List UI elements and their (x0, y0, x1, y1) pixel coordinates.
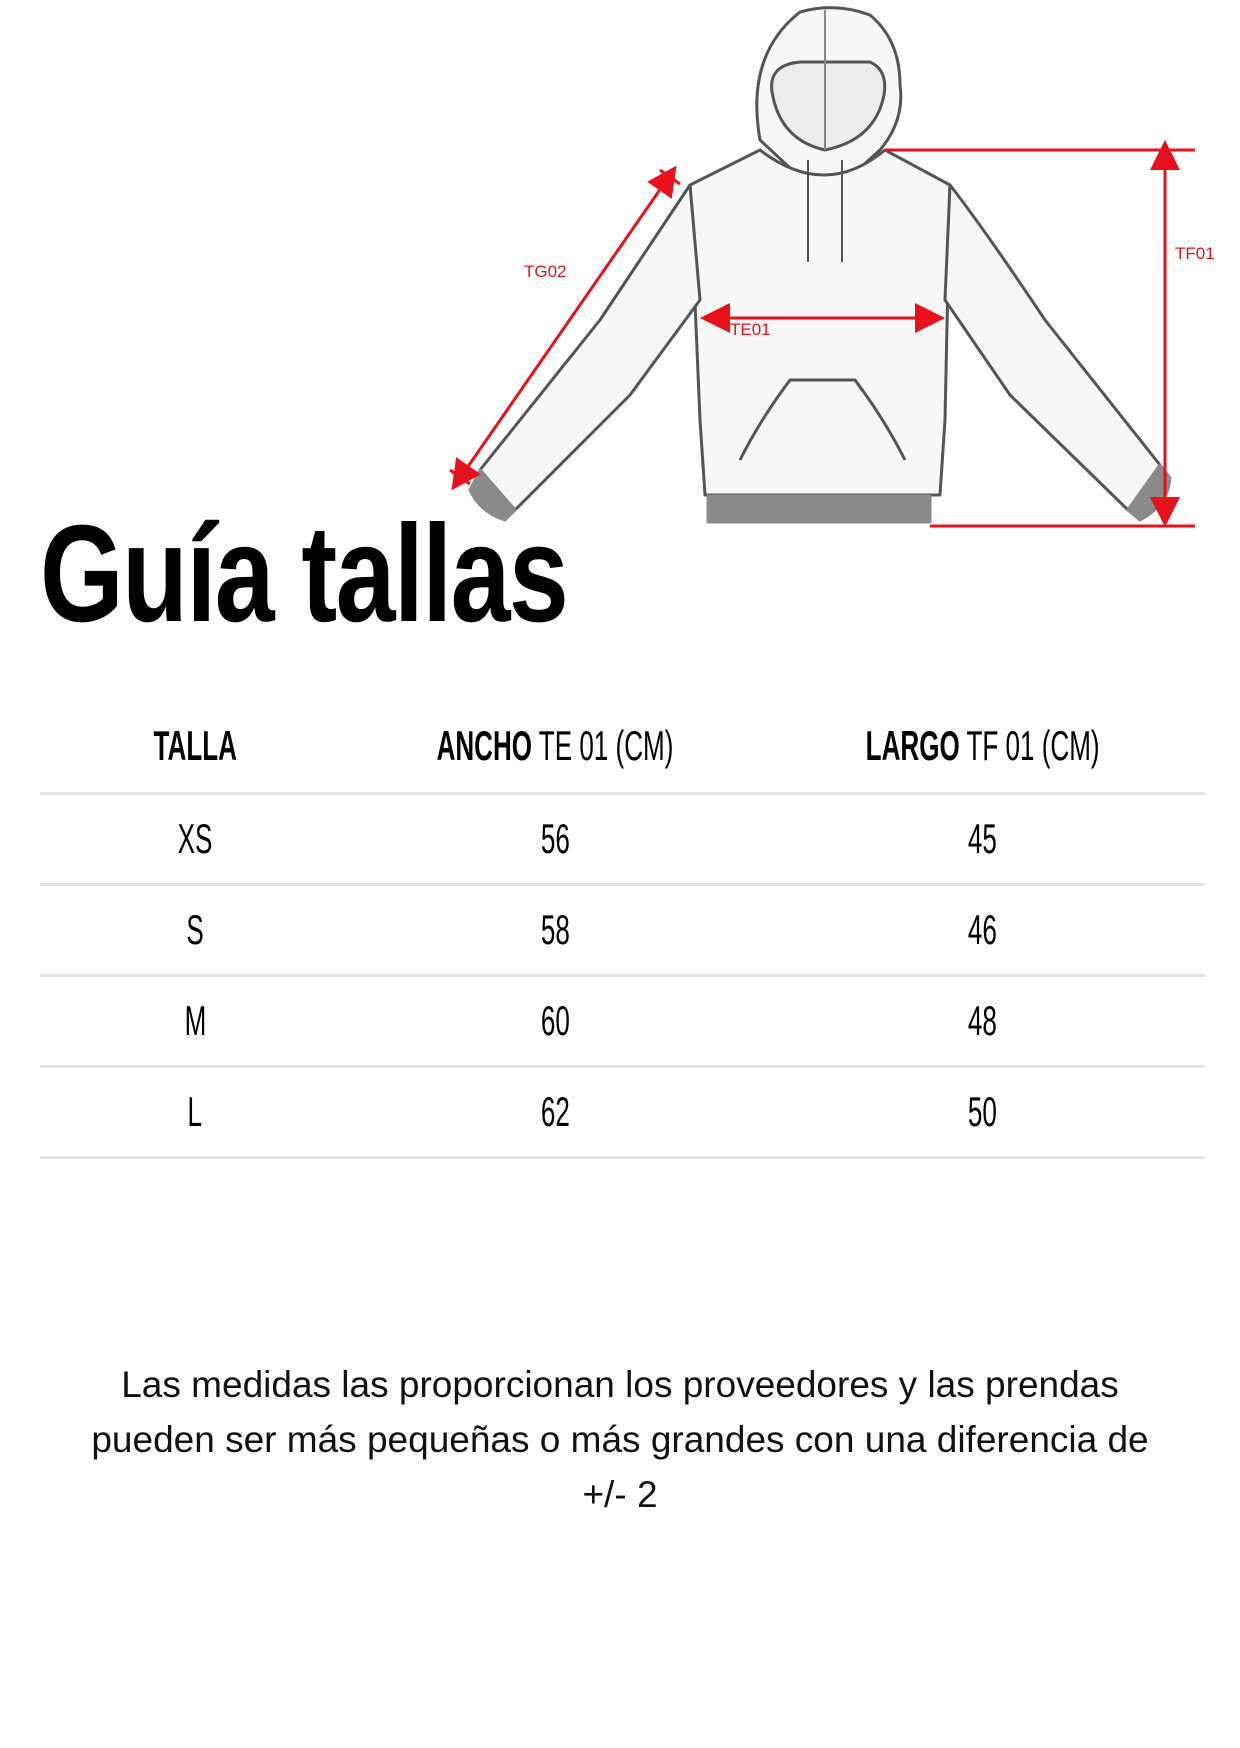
length-cell: 46 (968, 906, 997, 953)
disclaimer-note (0, 1357, 1240, 1522)
label-width: TE01 (730, 320, 771, 339)
page-title: Guía tallas (40, 497, 568, 651)
note-line: +/- 2 (582, 1474, 658, 1515)
label-sleeve: TG02 (524, 262, 567, 281)
width-cell: 60 (540, 997, 570, 1044)
size-cell: M (184, 997, 206, 1044)
width-cell: 58 (540, 906, 570, 953)
table-row (40, 1068, 1205, 1159)
header-talla: TALLA (153, 722, 237, 769)
hoodie-illustration (470, 8, 1170, 522)
size-cell: XS (177, 815, 213, 862)
length-cell: 45 (968, 815, 997, 862)
table-row (40, 886, 1205, 977)
width-cell: 56 (540, 815, 570, 862)
size-table (40, 700, 1205, 1159)
note-line: Las medidas las proporcionan los proveedores y las prendas (121, 1364, 1119, 1405)
header-ancho: ANCHO TE 01 (CM) (436, 722, 674, 769)
table-row (40, 977, 1205, 1068)
table-row (40, 795, 1205, 886)
width-cell: 62 (540, 1088, 570, 1135)
size-cell: L (187, 1088, 203, 1135)
note-line: pueden ser más pequeñas o más grandes con una diferencia de (91, 1419, 1149, 1460)
table-header-row (40, 700, 1205, 795)
length-cell: 48 (968, 997, 997, 1044)
header-largo: LARGO TF 01 (CM) (865, 722, 1100, 769)
label-length: TF01 (1175, 244, 1215, 263)
size-cell: S (186, 906, 204, 953)
length-cell: 50 (968, 1088, 997, 1135)
hoodie-measurement-diagram (440, 0, 1240, 540)
